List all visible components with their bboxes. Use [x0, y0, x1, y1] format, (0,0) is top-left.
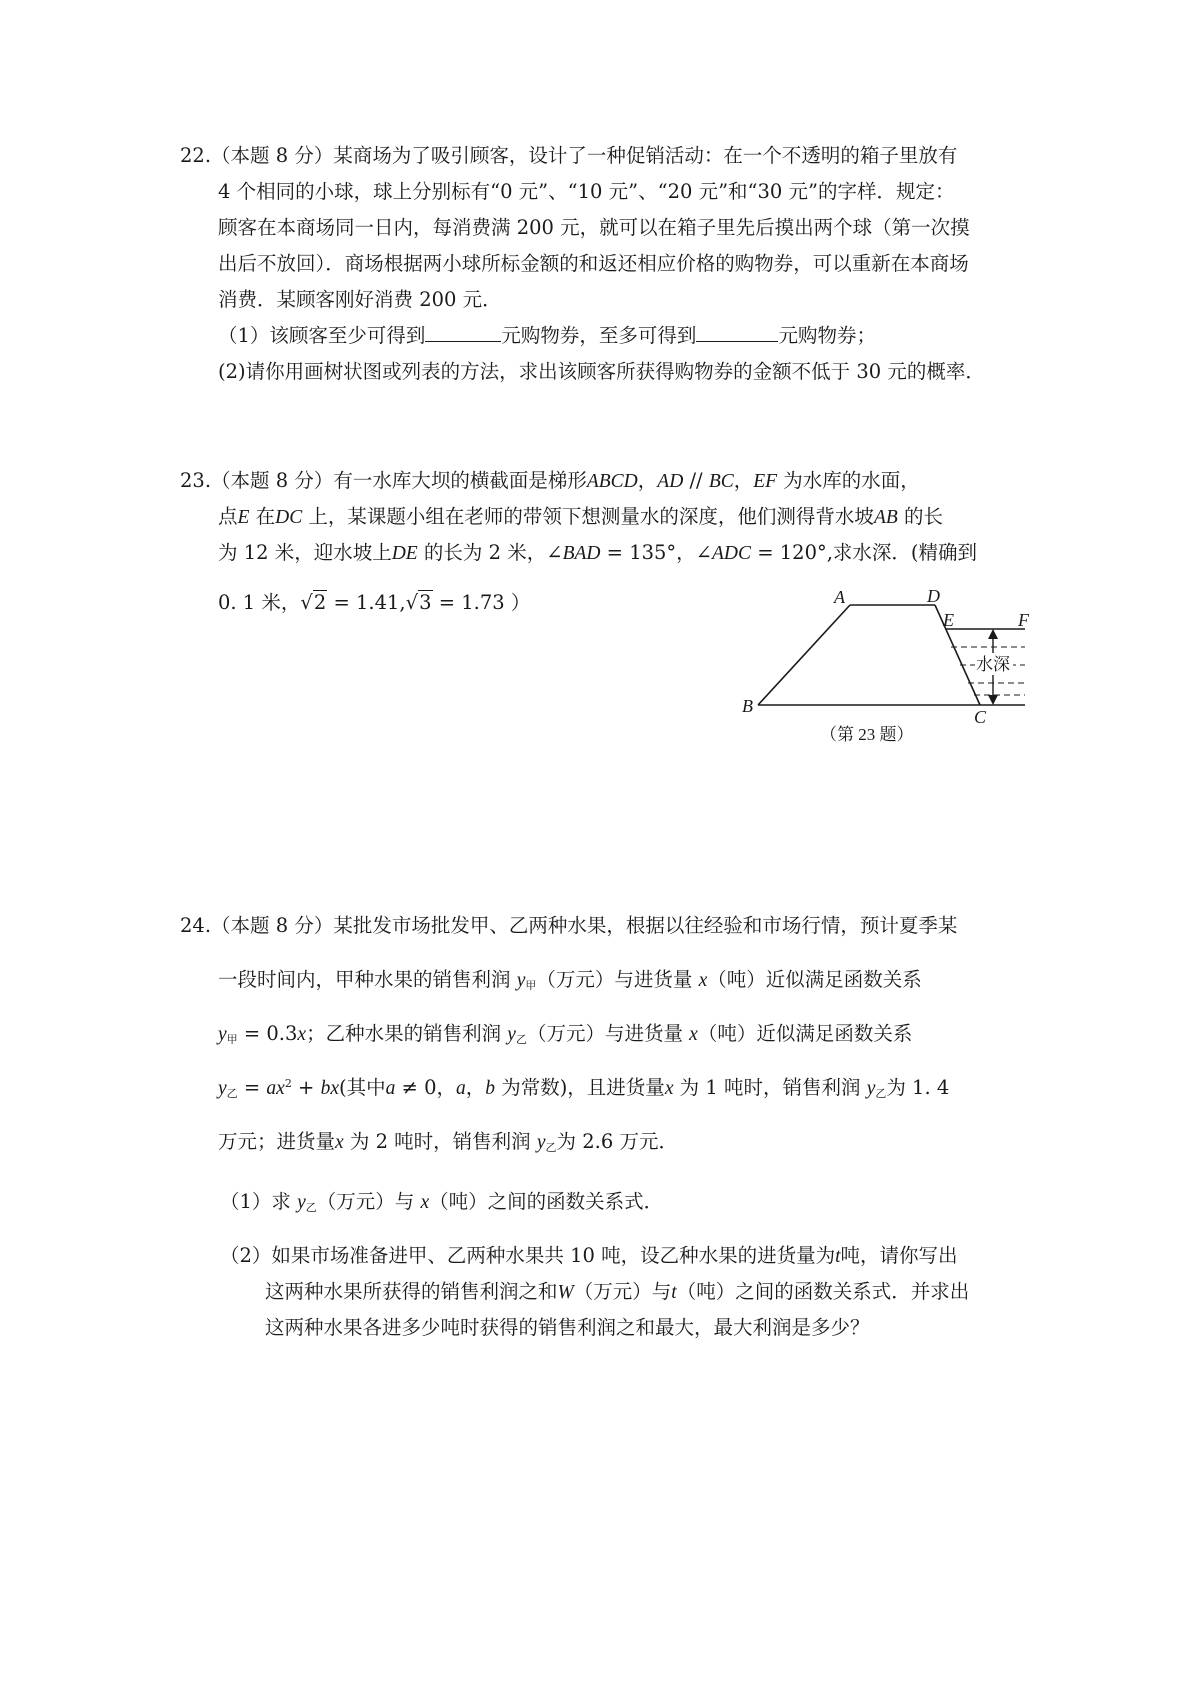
- q22-part1-text: （1）该顾客至少可得到: [218, 324, 426, 347]
- sqrt-sign: √: [405, 591, 419, 614]
- q24-line-1: [180, 910, 957, 938]
- figure-caption: （第 23 题）: [820, 725, 914, 744]
- q24-text: 为常数)，且进货量: [495, 1076, 665, 1099]
- side-dc: [935, 605, 980, 705]
- answer-blank-2[interactable]: [696, 321, 778, 342]
- q24-part-2-line-2: [265, 1276, 969, 1304]
- q24-number: 24.: [180, 914, 212, 937]
- q24-text: 万元；进货量: [218, 1130, 336, 1153]
- side-ab: [758, 605, 850, 705]
- q22-text: 消费．某顾客刚好消费 200 元．: [218, 288, 502, 311]
- math-var: AD: [657, 471, 684, 492]
- label-b: B: [742, 696, 753, 716]
- math-var: b: [320, 1078, 331, 1099]
- math-var: y: [507, 1024, 516, 1045]
- q24-text: 为 1 吨时，销售利润: [673, 1076, 861, 1099]
- q22-line-5: [218, 284, 502, 312]
- math-subscript: 乙: [875, 1087, 887, 1100]
- q24-line-3: [218, 1018, 912, 1047]
- math-var: x: [698, 970, 708, 991]
- arrow-down-icon: [988, 695, 998, 705]
- math-var: E: [237, 507, 250, 528]
- math-var: x: [420, 1192, 430, 1213]
- math-var: y: [536, 1132, 546, 1153]
- q24-line-2: [218, 964, 922, 993]
- q23-text: = 135°，∠: [600, 541, 713, 564]
- math-var: x: [689, 1024, 698, 1045]
- q23-text: 在: [249, 505, 276, 528]
- q24-text: ，: [465, 1076, 486, 1099]
- math-var: x: [664, 1078, 674, 1099]
- q23-line-3: [218, 537, 977, 565]
- q24-text: 为 1. 4: [886, 1076, 950, 1099]
- q23-line-1: [180, 465, 920, 493]
- q24-text: （吨）近似满足函数关系: [707, 968, 922, 991]
- math-var: x: [330, 1078, 339, 1099]
- label-e: E: [943, 610, 954, 630]
- math-var: x: [276, 1078, 285, 1099]
- math-text: = 0.3: [237, 1022, 298, 1045]
- q24-line-5: [218, 1126, 678, 1155]
- math-var: x: [297, 1024, 307, 1045]
- q24-text: 为 2 吨时，销售利润: [343, 1130, 531, 1153]
- math-subscript: 乙: [515, 1033, 527, 1046]
- q23-text: ，: [637, 469, 658, 492]
- q22-text: 出后不放回）．商场根据两小球所标金额的和返还相应价格的购物券，可以重新在本商场: [218, 252, 969, 275]
- q24-text: 吨，请你写出: [840, 1244, 958, 1267]
- math-subscript: 乙: [305, 1201, 317, 1214]
- math-var: a: [385, 1078, 396, 1099]
- q23-points: （本题 8 分）: [211, 469, 334, 492]
- q22-part-1: [218, 320, 876, 348]
- q22-text: 顾客在本商场同一日内，每消费满 200 元，就可以在箱子里先后摸出两个球（第一次摸: [218, 216, 970, 239]
- math-var: AB: [873, 507, 898, 528]
- q24-text: （2）如果市场准备进甲、乙两种水果共 10 吨，设乙种水果的进货量为: [220, 1244, 836, 1267]
- q22-line-2: [218, 176, 955, 204]
- q24-text: 这两种水果各进多少吨时获得的销售利润之和最大，最大利润是多少？: [265, 1316, 870, 1339]
- q24-part-2-line-1: [220, 1240, 958, 1268]
- sqrt-sign: √: [300, 591, 313, 614]
- q24-text: （吨）近似满足函数关系: [697, 1022, 913, 1045]
- math-var: EF: [753, 471, 778, 492]
- math-subscript: 甲: [525, 979, 537, 992]
- label-f: F: [1018, 610, 1029, 630]
- depth-label: 水深: [976, 655, 1010, 674]
- sqrt-radicand: 2: [313, 591, 327, 614]
- math-var: b: [485, 1078, 495, 1099]
- q24-line-4: [218, 1072, 949, 1101]
- q22-text: 4 个相同的小球，球上分别标有“0 元”、“10 元”、“20 元”和“30 元”的字样．规定：: [218, 180, 955, 203]
- q23-text: = 1.41,: [327, 591, 406, 614]
- q24-text: （万元）与进货量: [526, 1022, 683, 1045]
- math-var: DC: [275, 507, 303, 528]
- q24-text: （1）求: [220, 1190, 291, 1213]
- q23-number: 23.: [180, 469, 212, 492]
- q22-part2-text: (2)请你用画树状图或列表的方法，求出该顾客所获得购物券的金额不低于 30 元的概率．: [218, 360, 985, 383]
- math-var: x: [335, 1132, 344, 1153]
- q22-part-2: [218, 356, 985, 384]
- q24-text: 某批发市场批发甲、乙两种水果，根据以往经验和市场行情，预计夏季某: [333, 914, 958, 937]
- math-var: y: [218, 1078, 227, 1099]
- q22-number: 22.: [180, 144, 212, 167]
- math-text: +: [291, 1076, 321, 1099]
- q22-text: 某商场为了吸引顾客，设计了一种促销活动：在一个不透明的箱子里放有: [333, 144, 958, 167]
- math-var: y: [866, 1078, 876, 1099]
- label-d: D: [927, 586, 940, 606]
- math-var: y: [516, 970, 526, 991]
- math-subscript: 乙: [545, 1141, 557, 1154]
- math-var: t: [671, 1282, 677, 1303]
- math-var: W: [557, 1282, 574, 1303]
- q23-text: 点: [218, 505, 238, 528]
- answer-blank-1[interactable]: [425, 321, 501, 342]
- math-superscript: 2: [284, 1077, 292, 1090]
- q22-part1-text: 元购物券；: [778, 324, 876, 347]
- sqrt-radicand: 3: [419, 591, 432, 614]
- q24-points: （本题 8 分）: [211, 914, 334, 937]
- q23-text: //: [683, 469, 709, 492]
- math-var: a: [455, 1078, 466, 1099]
- math-var: DE: [391, 543, 418, 564]
- dam-cross-section-figure: [730, 585, 1050, 750]
- q24-part-2-line-3: [265, 1312, 870, 1340]
- q24-text: （吨）之间的函数关系式．: [429, 1190, 664, 1213]
- q23-text: 上，某课题小组在老师的带领下想测量水的深度，他们测得背水坡: [302, 505, 874, 528]
- q24-text: （万元）与: [573, 1280, 672, 1303]
- q23-text: = 1.73 ）: [432, 591, 531, 614]
- q24-text: 这两种水果所获得的销售利润之和: [265, 1280, 558, 1303]
- q23-text: 为水库的水面，: [777, 469, 920, 492]
- q24-text: 为 2.6 万元．: [556, 1130, 678, 1153]
- math-subscript: 乙: [226, 1087, 238, 1100]
- q22-part1-text: 元购物券，至多可得到: [501, 324, 697, 347]
- q24-text: （吨）之间的函数关系式．并求出: [676, 1280, 970, 1303]
- q23-line-2: [218, 501, 943, 529]
- math-var: y: [218, 1024, 227, 1045]
- q23-text: = 120°,求水深．(精确到: [751, 541, 978, 564]
- label-c: C: [974, 707, 987, 727]
- math-var: ABCD: [586, 471, 638, 492]
- q22-line-1: [180, 140, 957, 168]
- arrow-up-icon: [988, 629, 998, 639]
- q23-text: 有一水库大坝的横截面是梯形: [333, 469, 587, 492]
- math-subscript: 甲: [226, 1033, 238, 1046]
- q23-text: 的长: [897, 505, 943, 528]
- math-text: =: [237, 1076, 267, 1099]
- q24-text: ；乙种水果的销售利润: [306, 1022, 502, 1045]
- math-text: ≠ 0，: [395, 1076, 456, 1099]
- math-var: BC: [708, 471, 734, 492]
- q22-points: （本题 8 分）: [211, 144, 334, 167]
- q23-line-4: [218, 587, 530, 615]
- q24-part-1: [220, 1186, 663, 1215]
- q23-text: 的长为 2 米，∠: [417, 541, 563, 564]
- q24-text: (其中: [338, 1076, 386, 1099]
- q22-line-3: [218, 212, 970, 240]
- q23-text: 0. 1 米，: [218, 591, 301, 614]
- math-var: a: [266, 1078, 277, 1099]
- q24-text: 一段时间内，甲种水果的销售利润: [218, 968, 511, 991]
- math-var: ADC: [712, 543, 752, 564]
- q23-text: 为 12 米，迎水坡上: [218, 541, 392, 564]
- math-var: BAD: [562, 543, 601, 564]
- math-var: y: [297, 1192, 306, 1213]
- label-a: A: [834, 587, 845, 607]
- q23-text: ，: [733, 469, 754, 492]
- q24-text: （万元）与进货量: [536, 968, 693, 991]
- math-var: t: [835, 1246, 841, 1267]
- q24-text: （万元）与: [316, 1190, 415, 1213]
- q22-line-4: [218, 248, 969, 276]
